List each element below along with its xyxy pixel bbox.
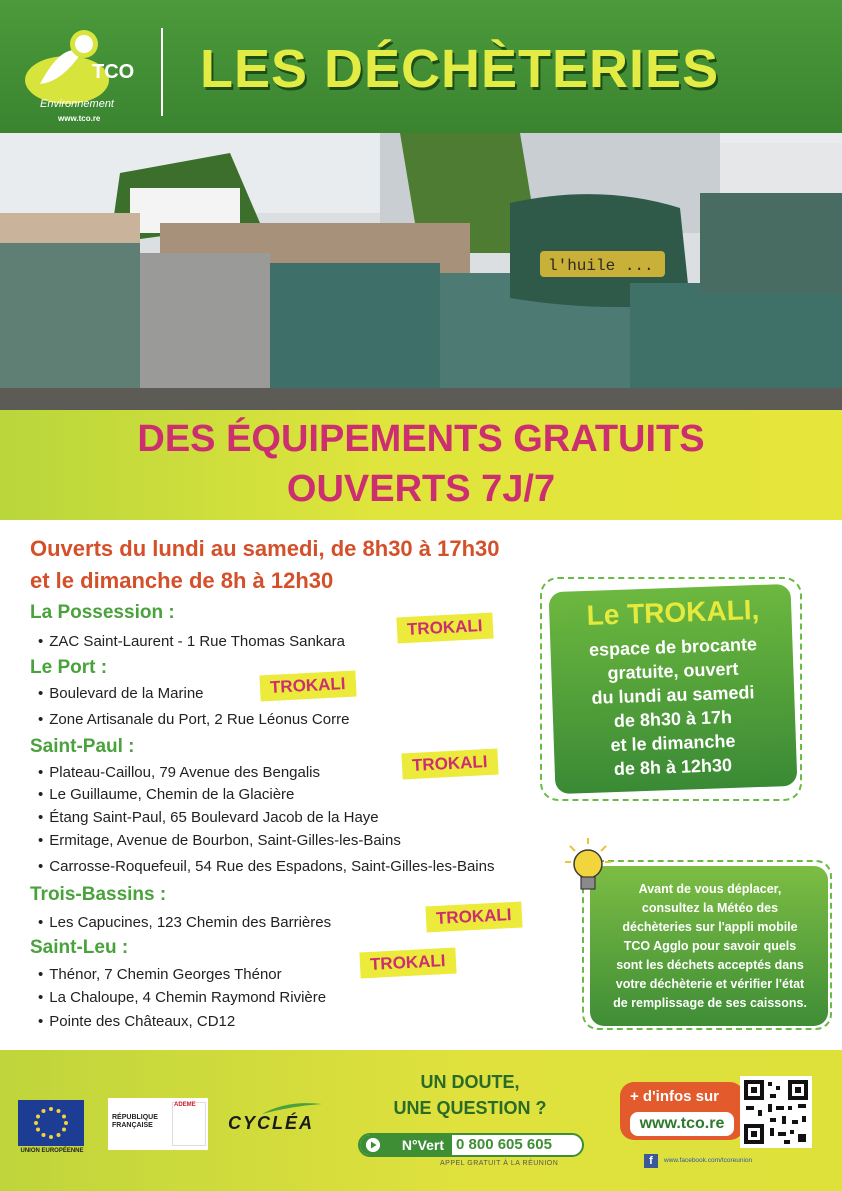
- trokali-box-line: gratuite, ouvert: [607, 658, 739, 684]
- hours-sunday: et le dimanche de 8h à 12h30: [30, 568, 334, 593]
- trokali-tag: TROKALI: [401, 749, 498, 780]
- trokali-box-line: de 8h30 à 17h: [613, 706, 733, 732]
- address-item: • Pointe des Châteaux, CD12: [38, 1013, 235, 1030]
- cyclea-logo: CYCLÉA: [228, 1113, 315, 1133]
- city-heading: Trois-Bassins :: [30, 884, 167, 905]
- city-heading: La Possession :: [30, 602, 175, 623]
- question-heading-line1: UN DOUTE,: [420, 1072, 520, 1092]
- address-item: • Étang Saint-Paul, 65 Boulevard Jacob de la Haye: [38, 809, 379, 826]
- trokali-box-line: espace de brocante: [588, 634, 758, 660]
- eu-label: UNION EUROPÉENNE: [20, 1148, 84, 1154]
- logo-subtitle: Environnement: [40, 98, 114, 110]
- meteo-text-line: de remplissage de ses caissons.: [613, 996, 807, 1010]
- facebook-icon[interactable]: f: [644, 1154, 658, 1168]
- address-item: • Boulevard de la Marine: [38, 685, 204, 702]
- ademe-logo: [172, 1102, 206, 1146]
- meteo-text-line: Avant de vous déplacer,: [638, 882, 782, 896]
- trokali-box-line: du lundi au samedi: [591, 682, 755, 708]
- address-item: • Ermitage, Avenue de Bourbon, Saint-Gilles-les-Bains: [38, 832, 401, 849]
- address-item: • Le Guillaume, Chemin de la Glacière: [38, 786, 294, 803]
- address-item: • Plateau-Caillou, 79 Avenue des Bengalis: [38, 764, 320, 781]
- meteo-text-line: déchèteries sur l'appli mobile: [622, 920, 798, 934]
- header-divider: [161, 28, 163, 116]
- meteo-text-line: sont les déchets acceptés dans: [616, 958, 804, 972]
- address-item: • Les Capucines, 123 Chemin des Barrières: [38, 914, 331, 931]
- tco-logo: [22, 22, 152, 127]
- trokali-box-line: et le dimanche: [610, 730, 736, 756]
- republique-francaise-text: RÉPUBLIQUE FRANÇAISE: [112, 1114, 158, 1129]
- question-heading-line2: UNE QUESTION ?: [393, 1098, 547, 1118]
- website-link[interactable]: www.tco.re: [630, 1112, 734, 1136]
- page-title: LES DÉCHÈTERIES: [200, 39, 720, 99]
- address-item: • Carrosse-Roquefeuil, 54 Rue des Espadons, Saint-Gilles-les-Bains: [38, 858, 494, 875]
- meteo-text-line: votre déchèterie et vérifier l'état: [615, 977, 805, 991]
- city-heading: Le Port :: [30, 657, 108, 678]
- trokali-tag: TROKALI: [425, 902, 522, 933]
- numero-vert-label: N°Vert: [360, 1135, 452, 1155]
- address-item: • Zone Artisanale du Port, 2 Rue Léonus Corre: [38, 711, 349, 728]
- address-item: • La Chaloupe, 4 Chemin Raymond Rivière: [38, 989, 326, 1006]
- qr-code-icon[interactable]: [740, 1076, 812, 1148]
- logo-url: www.tco.re: [58, 114, 101, 123]
- play-icon: [366, 1138, 380, 1152]
- meteo-text-line: consultez la Météo des: [641, 901, 779, 915]
- meteo-text-line: TCO Agglo pour savoir quels: [623, 939, 797, 953]
- trokali-tag: TROKALI: [259, 671, 356, 702]
- hours-weekdays: Ouverts du lundi au samedi, de 8h30 à 17h30: [30, 536, 500, 561]
- address-item: • Thénor, 7 Chemin Georges Thénor: [38, 966, 282, 983]
- city-heading: Saint-Paul :: [30, 736, 135, 757]
- ademe-label: ADEME: [174, 1102, 196, 1108]
- address-item: • ZAC Saint-Laurent - 1 Rue Thomas Sankara: [38, 633, 345, 650]
- logo-text: TCO: [92, 61, 135, 83]
- eu-flag-icon: [18, 1100, 84, 1146]
- phone-number[interactable]: 0 800 605 605: [456, 1136, 552, 1153]
- dechetterie-photo: [0, 133, 842, 410]
- band-heading-line1: DES ÉQUIPEMENTS GRATUITS: [137, 418, 705, 460]
- photo-sign: l'huile ...: [548, 257, 654, 275]
- facebook-link[interactable]: www.facebook.com/tcoreunion: [664, 1157, 753, 1164]
- free-call-note: APPEL GRATUIT À LA RÉUNION: [440, 1160, 559, 1167]
- band-heading-line2: OUVERTS 7J/7: [286, 468, 556, 510]
- trokali-box-title: Le TROKALI,: [586, 593, 760, 632]
- trokali-tag: TROKALI: [396, 613, 493, 644]
- trokali-tag: TROKALI: [359, 948, 456, 979]
- city-heading: Saint-Leu :: [30, 937, 129, 958]
- more-info-label: + d'infos sur: [630, 1088, 719, 1105]
- trokali-box-line: de 8h à 12h30: [613, 754, 733, 780]
